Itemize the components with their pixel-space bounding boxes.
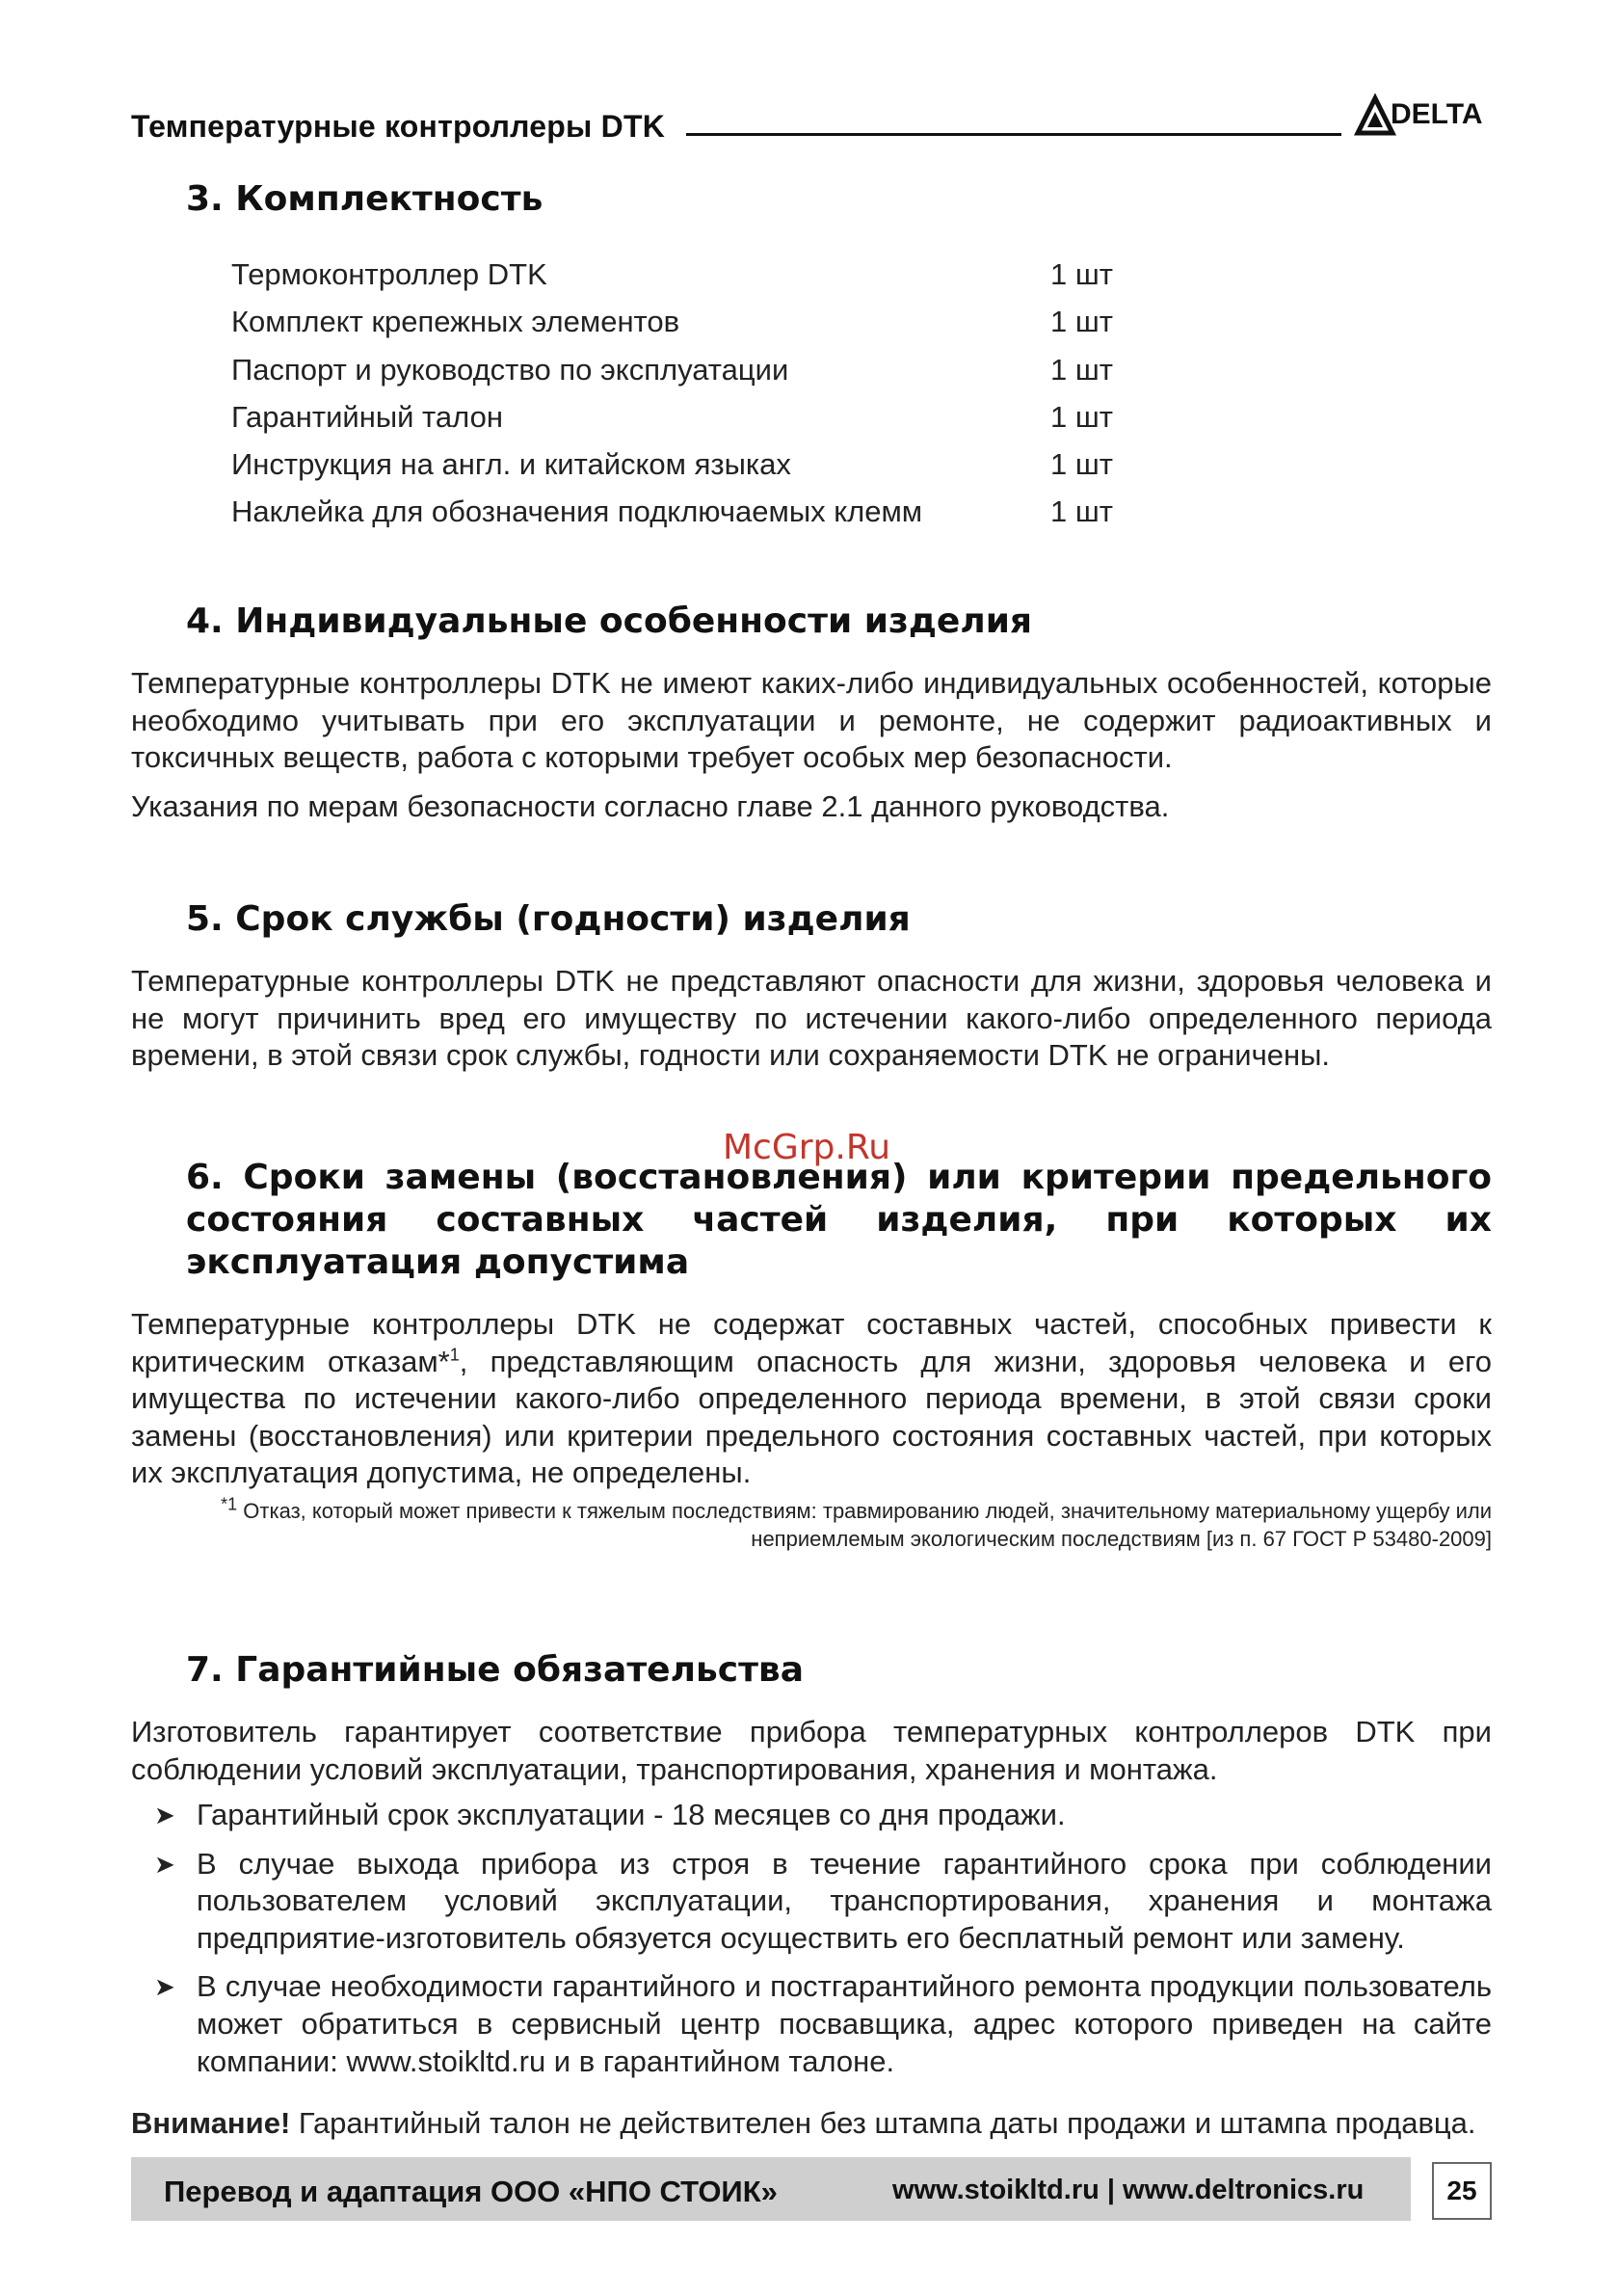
- section-6-paragraph: [131, 1306, 1492, 1492]
- section-7-heading: 7. Гарантийные обязательства: [186, 1650, 805, 1690]
- delta-logo: [1354, 93, 1498, 141]
- section-5-paragraph: Температурные контроллеры DTK не представляют опасности для жизни, здоровья человека и не могут причинить вред его имуществу по истечении какого-либо определенного периода времени, в этой связи срок службы, годности или сохраняемости DTK не ограничены.: [131, 964, 1492, 1073]
- kit-row: [231, 255, 1156, 303]
- kit-item-qty: 1 шт: [1050, 257, 1113, 291]
- warranty-bullet-list: [154, 1797, 1492, 2092]
- attention-text: Гарантийный талон не действителен без штампа даты продажи и штампа продавца.: [290, 2106, 1476, 2140]
- kit-row: [231, 493, 1156, 540]
- footer-websites: www.stoikltd.ru | www.deltronics.ru: [892, 2175, 1365, 2205]
- arrow-bullet-icon: ➤: [154, 1972, 175, 2002]
- footnote-reference: 1: [449, 1345, 460, 1365]
- section-7-paragraph: Изготовитель гарантирует соответствие прибора температурных контроллеров DTK при соблюдении условий эксплуатации, транспортирования, хранения и монтажа.: [131, 1715, 1492, 1786]
- footnote: [193, 1494, 1492, 1553]
- kit-item-qty: 1 шт: [1050, 494, 1113, 529]
- list-item: [154, 1846, 1492, 1958]
- arrow-bullet-icon: ➤: [154, 1849, 175, 1879]
- kit-item-name: Наклейка для обозначения подключаемых клемм: [231, 494, 923, 529]
- section-3-heading: 3. Комплектность: [186, 179, 543, 219]
- kit-item-qty: 1 шт: [1050, 399, 1113, 434]
- bullet-text: В случае необходимости гарантийного и постгарантийного ремонта продукции пользователь может обратиться в сервисный центр посвавщика, адрес которого приведен на сайте компании: www.stoikltd.ru и в гарантийном талоне.: [197, 1969, 1492, 2078]
- kit-row: [231, 398, 1156, 445]
- kit-item-qty: 1 шт: [1050, 447, 1113, 482]
- list-item: [154, 1797, 1492, 1834]
- kit-item-name: Гарантийный талон: [231, 399, 503, 434]
- arrow-bullet-icon: ➤: [154, 1801, 175, 1829]
- attention-note: [131, 2104, 1492, 2143]
- bullet-text: В случае выхода прибора из строя в течение гарантийного срока при соблюдении пользователем условий эксплуатации, транспортирования, хранения и монтажа предприятие-изготовитель обязуется осуществить его бесплатный ремонт или замену.: [197, 1846, 1492, 1955]
- document-header-title: Температурные контроллеры DTK: [131, 109, 666, 144]
- header-rule: [686, 133, 1341, 136]
- section-5-heading: 5. Срок службы (годности) изделия: [186, 899, 911, 939]
- section-6-heading: 6. Сроки замены (восстановления) или критерии предельного состояния составных частей изделия, при которых их эксплуатация допустима: [186, 1158, 1492, 1282]
- watermark-text: McGrp.Ru: [723, 1128, 891, 1167]
- list-item: [154, 1968, 1492, 2080]
- attention-label: Внимание!: [131, 2106, 291, 2140]
- kit-item-qty: 1 шт: [1050, 352, 1113, 387]
- kit-item-name: Паспорт и руководство по эксплуатации: [231, 352, 789, 387]
- footer-translation-credit: Перевод и адаптация ООО «НПО СТОИК»: [164, 2175, 778, 2208]
- footnote-mark: *1: [221, 1494, 238, 1514]
- section-6-text-start: Температурные контроллеры DTK не содержат составных частей, способных привести к критическим отказам*: [131, 1307, 1492, 1378]
- kit-item-name: Комплект крепежных элементов: [231, 305, 680, 339]
- kit-row: [231, 303, 1156, 350]
- bullet-text: Гарантийный срок эксплуатации - 18 месяцев со дня продажи.: [197, 1798, 1066, 1831]
- kit-item-qty: 1 шт: [1050, 305, 1113, 339]
- page-number: 25: [1432, 2162, 1492, 2220]
- logo-text: DELTA: [1391, 98, 1483, 130]
- footnote-text: Отказ, который может привести к тяжелым последствиям: травмированию людей, значительному материальному ущербу или неприемлемым экологическим последствиям [из п. 67 ГОСТ Р 53480-2009]: [243, 1499, 1492, 1551]
- section-4-paragraph: Температурные контроллеры DTK не имеют каких-либо индивидуальных особенностей, которые необходимо учитывать при его эксплуатации и ремонте, не содержит радиоактивных и токсичных веществ, работа с которыми требует особых мер безопасности.: [131, 666, 1492, 775]
- section-4-safety-note: Указания по мерам безопасности согласно главе 2.1 данного руководства.: [131, 789, 1170, 823]
- kit-list: [231, 255, 1156, 541]
- section-6-text-end: , представляющим опасность для жизни, здоровья человека и его имущества по истечении какого-либо определенного периода времени, в этой связи сроки замены (восстановления) или критерии предельного состояния составных частей, при которых их эксплуатация допустима, не определены.: [131, 1344, 1492, 1490]
- kit-row: [231, 351, 1156, 398]
- kit-item-name: Термоконтроллер DTK: [231, 257, 547, 291]
- section-4-heading: 4. Индивидуальные особенности изделия: [186, 601, 1033, 641]
- kit-item-name: Инструкция на англ. и китайском языках: [231, 447, 791, 482]
- kit-row: [231, 445, 1156, 493]
